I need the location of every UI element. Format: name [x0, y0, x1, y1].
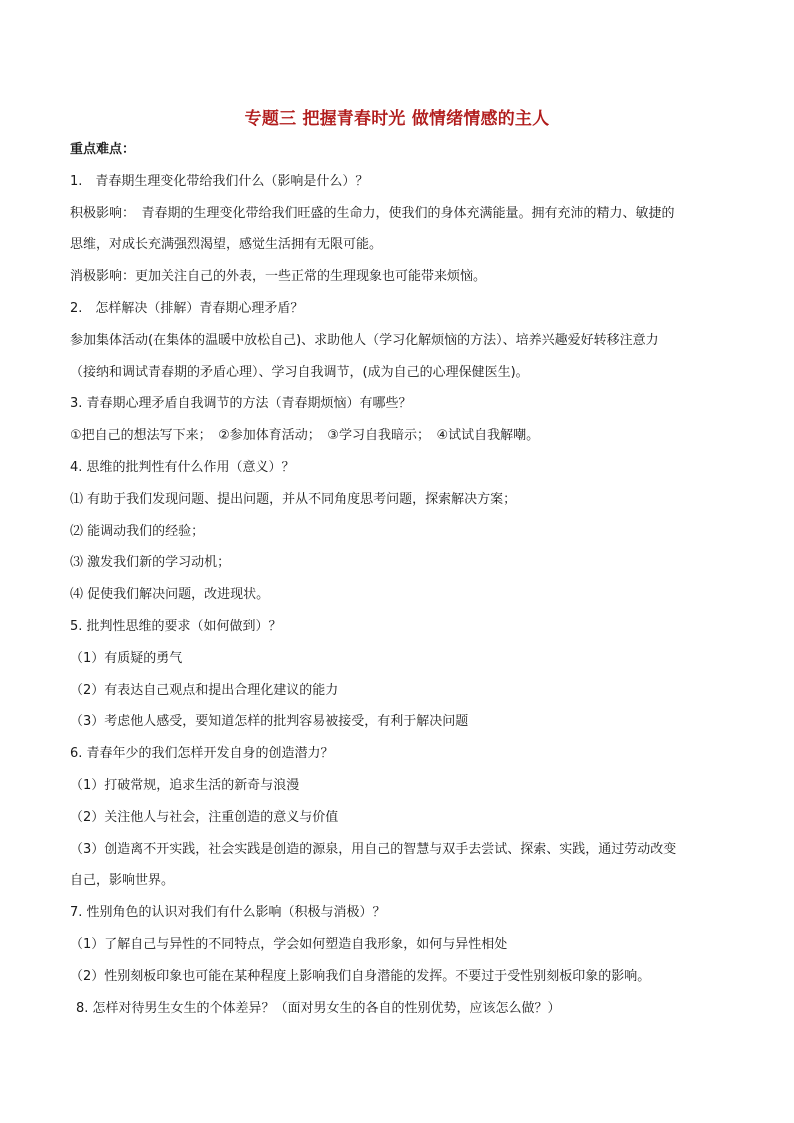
question-2: 2. 怎样解决（排解）青春期心理矛盾？ — [70, 300, 304, 316]
question-3: 3. 青春期心理矛盾自我调节的方法（青春期烦恼）有哪些？ — [70, 396, 412, 412]
answer-line: （2）有表达自己观点和提出合理化建议的能力 — [70, 682, 339, 698]
answer-line: 积极影响： 青春期的生理变化带给我们旺盛的生命力，使我们的身体充满能量。拥有充沛的精力、敏捷的 — [70, 205, 675, 221]
answer-line: 思维，对成长充满强烈渴望，感觉生活拥有无限可能。 — [70, 237, 383, 253]
answer-line: （3）考虑他人感受，要知道怎样的批判容易被接受，有利于解决问题 — [70, 714, 469, 730]
answer-line: ⑵ 能调动我们的经验； — [70, 523, 205, 539]
question-6: 6. 青春年少的我们怎样开发自身的创造潜力？ — [70, 746, 334, 762]
answer-line: 自己，影响世界。 — [70, 873, 175, 889]
answer-line: （2）性别刻板印象也可能在某种程度上影响我们自身潜能的发挥。不要过于受性别刻板印象的影响。 — [70, 968, 651, 984]
answer-line: （1）有质疑的勇气 — [70, 650, 183, 666]
answer-line: （接纳和调试青春期的矛盾心理）、学习自我调节，(成为自己的心理保健医生)。 — [70, 364, 529, 380]
question-5: 5. 批判性思维的要求（如何做到）？ — [70, 618, 282, 634]
question-8: 8. 怎样对待男生女生的个体差异？（面对男女生的各自的性别优势，应该怎么做？） — [76, 1000, 561, 1016]
page-title: 专题三 把握青春时光 做情绪情感的主人 — [244, 109, 550, 129]
answer-line: ⑴ 有助于我们发现问题、提出问题，并从不同角度思考问题，探索解决方案； — [70, 491, 517, 507]
question-4: 4. 思维的批判性有什么作用（意义）？ — [70, 459, 295, 475]
document-body — [70, 142, 730, 1032]
answer-line: ⑷ 促使我们解决问题，改进现状。 — [70, 587, 270, 603]
answer-line: （1）打破常规，追求生活的新奇与浪漫 — [70, 777, 300, 793]
answer-line: （1）了解自己与异性的不同特点，学会如何塑造自我形象，如何与异性相处 — [70, 936, 508, 952]
answer-line: 参加集体活动(在集体的温暖中放松自己)、求助他人（学习化解烦恼的方法）、培养兴趣爱好转移注意力 — [70, 332, 659, 348]
answer-line: ①把自己的想法写下来； ②参加体育活动； ③学习自我暗示； ④试试自我解嘲。 — [70, 428, 540, 444]
answer-line: （2）关注他人与社会，注重创造的意义与价值 — [70, 809, 339, 825]
answer-line: （3）创造离不开实践，社会实践是创造的源泉，用自己的智慧与双手去尝试、探索、实践，通过劳动改变 — [70, 841, 677, 857]
answer-line: ⑶ 激发我们新的学习动机； — [70, 555, 231, 571]
question-1: 1. 青春期生理变化带给我们什么（影响是什么）？ — [70, 173, 369, 189]
section-heading: 重点难点： — [70, 142, 136, 157]
question-7: 7. 性别角色的认识对我们有什么影响（积极与消极）？ — [70, 905, 386, 921]
answer-line: 消极影响：更加关注自己的外表，一些正常的生理现象也可能带来烦恼。 — [70, 269, 487, 285]
